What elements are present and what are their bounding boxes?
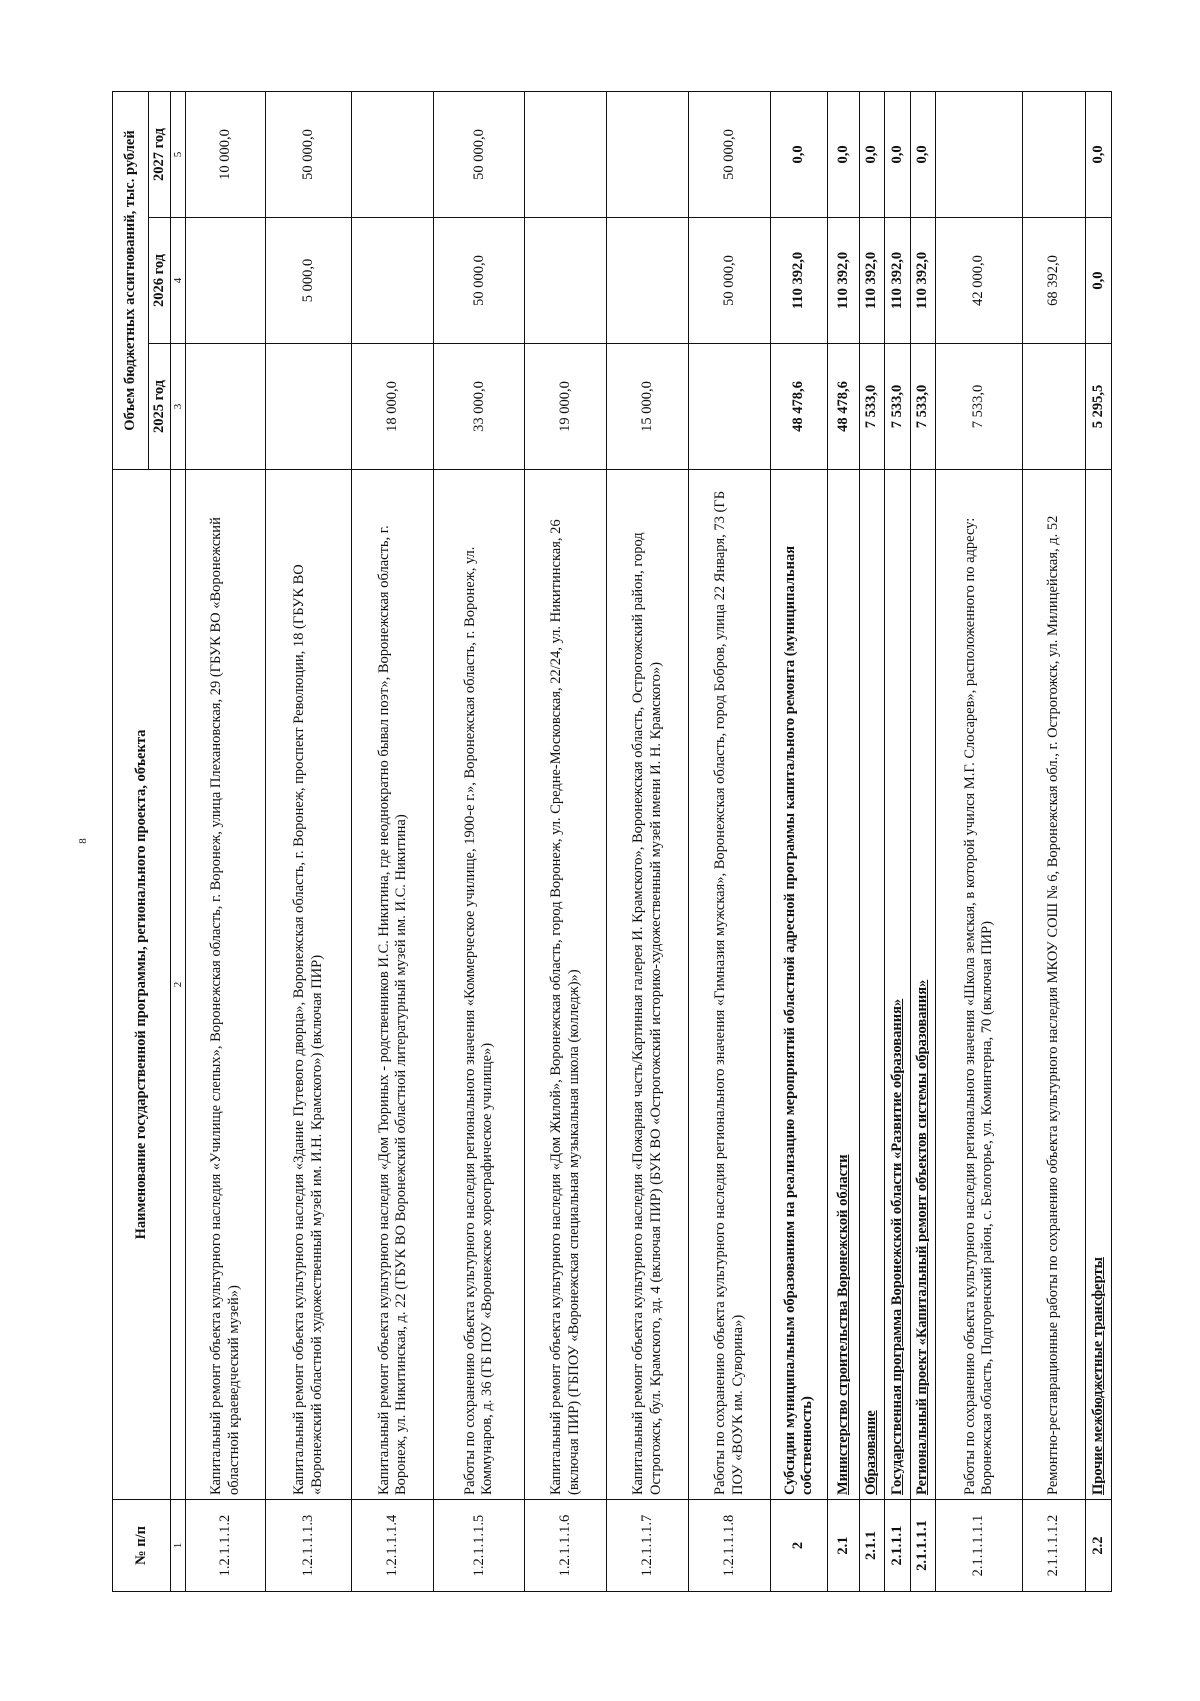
table-row [266, 91, 352, 1591]
value-2027: 50 000,0 [689, 91, 771, 217]
value-2027: 0,0 [771, 91, 828, 217]
budget-table [112, 91, 1112, 1592]
row-number: 1.2.1.1.1.7 [607, 1500, 689, 1592]
row-number: 1.2.1.1.1.8 [689, 1500, 771, 1592]
value-2026: 50 000,0 [689, 218, 771, 344]
value-2025 [1022, 344, 1086, 470]
row-number: 2.1 [828, 1500, 860, 1592]
row-number: 2.1.1.1.1.2 [1022, 1500, 1086, 1592]
row-number: 1.2.1.1.1.2 [186, 1500, 266, 1592]
value-2027 [1022, 91, 1086, 217]
page-number: 8 [76, 838, 89, 844]
value-2026: 110 392,0 [828, 218, 860, 344]
table-row [352, 91, 434, 1591]
value-2026 [525, 218, 607, 344]
value-2025 [186, 344, 266, 470]
row-number: 1.2.1.1.1.4 [352, 1500, 434, 1592]
col-index: 4 [171, 218, 186, 344]
value-2026: 110 392,0 [859, 218, 884, 344]
value-2025: 48 478,6 [771, 344, 828, 470]
row-name: Капитальный ремонт объекта культурного наследия «Пожарная часть/Картинная галерея И. Крамского», Воронежская область, Острогожский район, город Острогожск, бул. Крамского, зд. 4 (включая ПИР) (БУК ВО «Острогожский историко-художественный музей имени И. Н. Крамского») [607, 470, 689, 1500]
row-name: Государственная программа Воронежской области «Развитие образования» [885, 470, 910, 1500]
value-2027: 10 000,0 [186, 91, 266, 217]
table-row [607, 91, 689, 1591]
col-index: 2 [171, 470, 186, 1500]
row-number: 2 [771, 1500, 828, 1592]
value-2025: 33 000,0 [434, 344, 525, 470]
table-row [1022, 91, 1086, 1591]
row-number: 2.1.1.1.1 [910, 1500, 935, 1592]
value-2027 [525, 91, 607, 217]
value-2026 [186, 218, 266, 344]
value-2025: 18 000,0 [352, 344, 434, 470]
value-2026: 50 000,0 [434, 218, 525, 344]
row-name: Министерство строительства Воронежской области [828, 470, 860, 1500]
value-2025: 7 533,0 [885, 344, 910, 470]
row-name: Прочие межбюджетные трансферты [1086, 470, 1112, 1500]
row-number: 2.1.1 [859, 1500, 884, 1592]
row-number: 1.2.1.1.1.5 [434, 1500, 525, 1592]
value-2026: 110 392,0 [771, 218, 828, 344]
col-index: 3 [171, 344, 186, 470]
value-2025: 48 478,6 [828, 344, 860, 470]
header-year-2025: 2025 год [149, 344, 171, 470]
value-2026: 110 392,0 [910, 218, 935, 344]
col-index: 1 [171, 1500, 186, 1592]
rotated-page [112, 92, 1112, 1592]
row-name: Работы по сохранению объекта культурного наследия регионального значения «Школа земская, в которой учился М.Г. Слосарев», расположенного по адресу: Воронежская область, Подгоренский район, с. Белогорье, ул. Коминтерна, 70 (включая ПИР) [936, 470, 1022, 1500]
table-row [186, 91, 266, 1591]
value-2025: 7 533,0 [936, 344, 1022, 470]
value-2026: 68 392,0 [1022, 218, 1086, 344]
header-budget: Объем бюджетных ассигнований, тыс. рублей [113, 91, 149, 469]
row-name: Работы по сохранению объекта культурного наследия регионального значения «Коммерческое училище, 1900-е г.», Воронежская область, г. Воронеж, ул. Коммунаров, д. 36 (ГБ ПОУ «Воронежское хореографическое училище») [434, 470, 525, 1500]
header-year-2026: 2026 год [149, 218, 171, 344]
value-2027: 50 000,0 [266, 91, 352, 217]
row-number: 2.2 [1086, 1500, 1112, 1592]
row-name: Капитальный ремонт объекта культурного наследия «Дом Тюриных - родственников И.С. Никитина, где неоднократно бывал поэт», Воронежская область, г. Воронеж, ул. Никитинская, д. 22 (ГБУК ВО Воронежский областной литературный музей им. И.С. Никитина) [352, 470, 434, 1500]
value-2026: 42 000,0 [936, 218, 1022, 344]
row-name: Ремонтно-реставрационные работы по сохранению объекта культурного наследия МКОУ СОШ № 6, Воронежская обл., г. Острогожск, ул. Милицейская, д. 52 [1022, 470, 1086, 1500]
value-2025: 7 533,0 [859, 344, 884, 470]
table-row [859, 91, 884, 1591]
value-2027: 50 000,0 [434, 91, 525, 217]
header-num: № п/п [113, 1500, 171, 1592]
table-row [689, 91, 771, 1591]
value-2026: 110 392,0 [885, 218, 910, 344]
value-2026 [352, 218, 434, 344]
table-row [828, 91, 860, 1591]
table-row [936, 91, 1022, 1591]
row-number: 1.2.1.1.1.3 [266, 1500, 352, 1592]
value-2025: 5 295,5 [1086, 344, 1112, 470]
value-2027: 0,0 [1086, 91, 1112, 217]
value-2027: 0,0 [910, 91, 935, 217]
value-2025: 7 533,0 [910, 344, 935, 470]
col-index: 5 [171, 91, 186, 217]
table-row [910, 91, 935, 1591]
value-2025: 15 000,0 [607, 344, 689, 470]
value-2027: 0,0 [828, 91, 860, 217]
row-name: Работы по сохранению объекта культурного наследия регионального значения «Гимназия мужская», Воронежская область, город Бобров, улица 22 Января, 73 (ГБ ПОУ «ВОУК им. Суворина») [689, 470, 771, 1500]
table-row [434, 91, 525, 1591]
header-name: Наименование государственной программы, регионального проекта, объекта [113, 470, 171, 1500]
value-2025 [689, 344, 771, 470]
row-number: 1.2.1.1.1.6 [525, 1500, 607, 1592]
row-name: Субсидии муниципальным образованиям на реализацию мероприятий областной адресной программы капитального ремонта (муниципальная собственность) [771, 470, 828, 1500]
table-row [771, 91, 828, 1591]
value-2026: 5 000,0 [266, 218, 352, 344]
value-2026: 0,0 [1086, 218, 1112, 344]
value-2025 [266, 344, 352, 470]
table-row [1086, 91, 1112, 1591]
value-2027 [352, 91, 434, 217]
row-number: 2.1.1.1 [885, 1500, 910, 1592]
table-row [885, 91, 910, 1591]
row-name: Образование [859, 470, 884, 1500]
value-2027 [607, 91, 689, 217]
row-name: Капитальный ремонт объекта культурного наследия «Дом Жилой», Воронежская область, город Воронеж, ул. Средне-Московская, 22/24, ул. Никитинская, 26 (включая ПИР) (ГБПОУ «Воронежская специальная музыкальная школа (колледж)») [525, 470, 607, 1500]
table-row [525, 91, 607, 1591]
value-2025: 19 000,0 [525, 344, 607, 470]
row-name: Региональный проект «Капитальный ремонт объектов системы образования» [910, 470, 935, 1500]
value-2027: 0,0 [885, 91, 910, 217]
row-name: Капитальный ремонт объекта культурного наследия «Училище слепых», Воронежская область, г. Воронеж, улица Плехановская, 29 (ГБУК ВО «Воронежский областной краеведческий музей») [186, 470, 266, 1500]
value-2027: 0,0 [859, 91, 884, 217]
value-2027 [936, 91, 1022, 217]
row-number: 2.1.1.1.1.1 [936, 1500, 1022, 1592]
value-2026 [607, 218, 689, 344]
header-year-2027: 2027 год [149, 91, 171, 217]
row-name: Капитальный ремонт объекта культурного наследия «Здание Путевого дворца», Воронежская область, г. Воронеж, проспект Революции, 18 (ГБУК ВО «Воронежский областной художественный музей им. И.Н. Крамского») (включая ПИР) [266, 470, 352, 1500]
